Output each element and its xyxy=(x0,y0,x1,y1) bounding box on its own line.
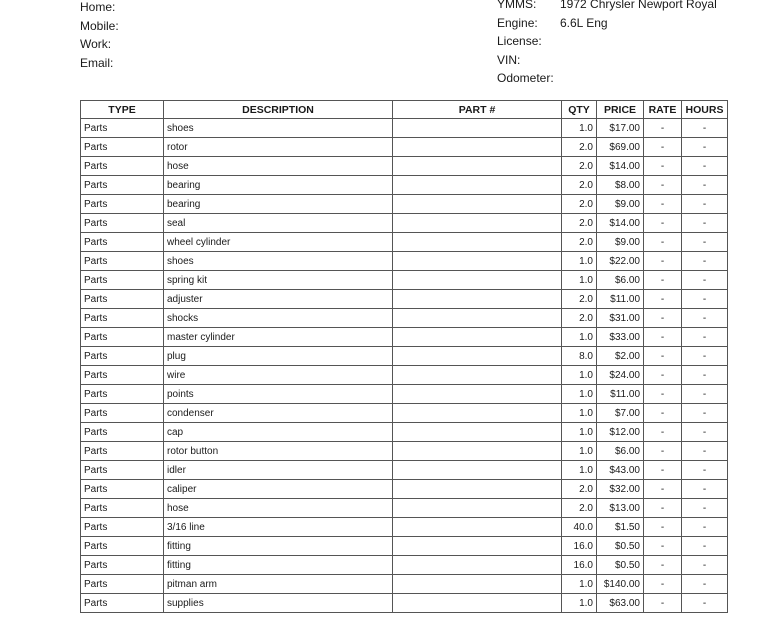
rate-cell: - xyxy=(644,328,682,347)
hours-cell: - xyxy=(682,138,728,157)
table-row xyxy=(81,556,728,575)
price-cell: $0.50 xyxy=(597,556,644,575)
type-cell: Parts xyxy=(81,385,164,404)
description-cell: spring kit xyxy=(164,271,393,290)
rate-cell: - xyxy=(644,347,682,366)
rate-cell: - xyxy=(644,385,682,404)
description-cell: adjuster xyxy=(164,290,393,309)
work-label: Work: xyxy=(80,37,112,51)
customer-contact-block xyxy=(80,0,119,72)
table-row xyxy=(81,252,728,271)
hours-cell: - xyxy=(682,461,728,480)
type-cell: Parts xyxy=(81,214,164,233)
type-cell: Parts xyxy=(81,366,164,385)
qty-header: QTY xyxy=(562,101,597,119)
rate-cell: - xyxy=(644,157,682,176)
rate-cell: - xyxy=(644,309,682,328)
table-row xyxy=(81,537,728,556)
description-cell: shoes xyxy=(164,119,393,138)
price-cell: $32.00 xyxy=(597,480,644,499)
part-number-cell xyxy=(393,385,562,404)
hours-cell: - xyxy=(682,518,728,537)
type-cell: Parts xyxy=(81,195,164,214)
rate-cell: - xyxy=(644,404,682,423)
part-number-cell xyxy=(393,157,562,176)
price-cell: $17.00 xyxy=(597,119,644,138)
hours-cell: - xyxy=(682,328,728,347)
table-row xyxy=(81,309,728,328)
rate-cell: - xyxy=(644,556,682,575)
part-number-cell xyxy=(393,594,562,613)
table-row xyxy=(81,328,728,347)
rate-cell: - xyxy=(644,518,682,537)
part-number-cell xyxy=(393,404,562,423)
type-cell: Parts xyxy=(81,119,164,138)
price-cell: $6.00 xyxy=(597,442,644,461)
description-cell: caliper xyxy=(164,480,393,499)
table-row xyxy=(81,195,728,214)
description-cell: plug xyxy=(164,347,393,366)
table-header-row xyxy=(81,101,728,119)
qty-cell: 1.0 xyxy=(562,575,597,594)
description-cell: hose xyxy=(164,499,393,518)
hours-cell: - xyxy=(682,404,728,423)
type-cell: Parts xyxy=(81,442,164,461)
price-cell: $9.00 xyxy=(597,233,644,252)
price-cell: $31.00 xyxy=(597,309,644,328)
table-row xyxy=(81,404,728,423)
qty-cell: 1.0 xyxy=(562,404,597,423)
rate-cell: - xyxy=(644,423,682,442)
hours-cell: - xyxy=(682,423,728,442)
part-number-cell xyxy=(393,195,562,214)
part-number-cell xyxy=(393,366,562,385)
table-row xyxy=(81,594,728,613)
rate-cell: - xyxy=(644,290,682,309)
rate-cell: - xyxy=(644,480,682,499)
hours-cell: - xyxy=(682,499,728,518)
type-cell: Parts xyxy=(81,252,164,271)
hours-cell: - xyxy=(682,537,728,556)
engine-row xyxy=(497,14,717,33)
table-row xyxy=(81,290,728,309)
engine-value: 6.6L Eng xyxy=(560,15,608,30)
part-number-cell xyxy=(393,176,562,195)
qty-cell: 2.0 xyxy=(562,214,597,233)
price-cell: $63.00 xyxy=(597,594,644,613)
rate-cell: - xyxy=(644,461,682,480)
type-cell: Parts xyxy=(81,537,164,556)
price-cell: $22.00 xyxy=(597,252,644,271)
vin-label: VIN: xyxy=(497,52,521,67)
part-number-cell xyxy=(393,537,562,556)
price-cell: $13.00 xyxy=(597,499,644,518)
rate-cell: - xyxy=(644,252,682,271)
price-cell: $0.50 xyxy=(597,537,644,556)
table-row xyxy=(81,499,728,518)
hours-cell: - xyxy=(682,442,728,461)
hours-cell: - xyxy=(682,480,728,499)
qty-cell: 2.0 xyxy=(562,290,597,309)
part-number-cell xyxy=(393,119,562,138)
description-cell: bearing xyxy=(164,176,393,195)
description-cell: hose xyxy=(164,157,393,176)
qty-cell: 2.0 xyxy=(562,480,597,499)
hours-cell: - xyxy=(682,290,728,309)
rate-cell: - xyxy=(644,195,682,214)
qty-cell: 1.0 xyxy=(562,119,597,138)
description-cell: rotor xyxy=(164,138,393,157)
description-cell: rotor button xyxy=(164,442,393,461)
rate-cell: - xyxy=(644,138,682,157)
price-cell: $11.00 xyxy=(597,385,644,404)
table-row xyxy=(81,176,728,195)
type-cell: Parts xyxy=(81,347,164,366)
part-number-cell xyxy=(393,442,562,461)
qty-cell: 1.0 xyxy=(562,366,597,385)
price-header: PRICE xyxy=(597,101,644,119)
qty-cell: 2.0 xyxy=(562,499,597,518)
description-header: DESCRIPTION xyxy=(164,101,393,119)
price-cell: $33.00 xyxy=(597,328,644,347)
hours-cell: - xyxy=(682,176,728,195)
qty-cell: 1.0 xyxy=(562,461,597,480)
hours-cell: - xyxy=(682,366,728,385)
qty-cell: 2.0 xyxy=(562,157,597,176)
description-cell: bearing xyxy=(164,195,393,214)
table-row xyxy=(81,271,728,290)
type-cell: Parts xyxy=(81,518,164,537)
qty-cell: 16.0 xyxy=(562,537,597,556)
part-number-cell xyxy=(393,252,562,271)
table-row xyxy=(81,138,728,157)
description-cell: master cylinder xyxy=(164,328,393,347)
description-cell: 3/16 line xyxy=(164,518,393,537)
description-cell: fitting xyxy=(164,556,393,575)
price-cell: $14.00 xyxy=(597,214,644,233)
table-row xyxy=(81,480,728,499)
table-row xyxy=(81,214,728,233)
type-cell: Parts xyxy=(81,556,164,575)
rate-cell: - xyxy=(644,271,682,290)
description-cell: wire xyxy=(164,366,393,385)
hours-cell: - xyxy=(682,119,728,138)
type-cell: Parts xyxy=(81,138,164,157)
qty-cell: 2.0 xyxy=(562,195,597,214)
qty-cell: 2.0 xyxy=(562,138,597,157)
price-cell: $2.00 xyxy=(597,347,644,366)
description-cell: shocks xyxy=(164,309,393,328)
rate-cell: - xyxy=(644,233,682,252)
hours-cell: - xyxy=(682,214,728,233)
description-cell: points xyxy=(164,385,393,404)
qty-cell: 16.0 xyxy=(562,556,597,575)
engine-label: Engine: xyxy=(497,15,538,30)
price-cell: $11.00 xyxy=(597,290,644,309)
price-cell: $1.50 xyxy=(597,518,644,537)
qty-cell: 1.0 xyxy=(562,271,597,290)
part-number-cell xyxy=(393,233,562,252)
price-cell: $140.00 xyxy=(597,575,644,594)
rate-cell: - xyxy=(644,575,682,594)
ymms-value: 1972 Chrysler Newport Royal xyxy=(560,0,717,11)
price-cell: $7.00 xyxy=(597,404,644,423)
part-number-cell xyxy=(393,556,562,575)
part-number-cell xyxy=(393,499,562,518)
type-cell: Parts xyxy=(81,290,164,309)
price-cell: $43.00 xyxy=(597,461,644,480)
hours-cell: - xyxy=(682,347,728,366)
part-number-cell xyxy=(393,138,562,157)
price-cell: $6.00 xyxy=(597,271,644,290)
qty-cell: 1.0 xyxy=(562,328,597,347)
hours-cell: - xyxy=(682,271,728,290)
table-row xyxy=(81,366,728,385)
description-cell: fitting xyxy=(164,537,393,556)
table-row xyxy=(81,518,728,537)
table-row xyxy=(81,233,728,252)
part-number-cell xyxy=(393,347,562,366)
price-cell: $69.00 xyxy=(597,138,644,157)
hours-cell: - xyxy=(682,252,728,271)
part-number-cell xyxy=(393,271,562,290)
qty-cell: 1.0 xyxy=(562,252,597,271)
email-label: Email: xyxy=(80,55,114,70)
type-cell: Parts xyxy=(81,480,164,499)
table-row xyxy=(81,442,728,461)
description-cell: cap xyxy=(164,423,393,442)
type-cell: Parts xyxy=(81,328,164,347)
line-items-body xyxy=(81,119,728,613)
rate-cell: - xyxy=(644,214,682,233)
license-label: License: xyxy=(497,34,542,48)
part-number-cell xyxy=(393,309,562,328)
mobile-label: Mobile: xyxy=(80,18,119,33)
type-cell: Parts xyxy=(81,309,164,328)
type-cell: Parts xyxy=(81,233,164,252)
odometer-label: Odometer: xyxy=(497,71,554,85)
type-cell: Parts xyxy=(81,404,164,423)
type-cell: Parts xyxy=(81,271,164,290)
hours-cell: - xyxy=(682,575,728,594)
description-cell: supplies xyxy=(164,594,393,613)
part-number-cell xyxy=(393,575,562,594)
home-label: Home: xyxy=(80,0,116,14)
hours-header: HOURS xyxy=(682,101,728,119)
hours-cell: - xyxy=(682,594,728,613)
description-cell: pitman arm xyxy=(164,575,393,594)
type-cell: Parts xyxy=(81,176,164,195)
table-row xyxy=(81,575,728,594)
part-number-cell xyxy=(393,423,562,442)
part-number-cell xyxy=(393,480,562,499)
rate-cell: - xyxy=(644,176,682,195)
qty-cell: 1.0 xyxy=(562,423,597,442)
line-items-table xyxy=(80,100,728,613)
rate-cell: - xyxy=(644,366,682,385)
qty-cell: 2.0 xyxy=(562,233,597,252)
rate-cell: - xyxy=(644,537,682,556)
table-row xyxy=(81,347,728,366)
part-number-cell xyxy=(393,328,562,347)
price-cell: $14.00 xyxy=(597,157,644,176)
type-cell: Parts xyxy=(81,461,164,480)
price-cell: $9.00 xyxy=(597,195,644,214)
description-cell: seal xyxy=(164,214,393,233)
table-row xyxy=(81,461,728,480)
vehicle-info-block xyxy=(497,0,717,88)
type-cell: Parts xyxy=(81,423,164,442)
rate-cell: - xyxy=(644,594,682,613)
license-row xyxy=(497,32,717,51)
rate-cell: - xyxy=(644,119,682,138)
hours-cell: - xyxy=(682,195,728,214)
vin-row xyxy=(497,51,717,70)
ymms-label: YMMS: xyxy=(497,0,537,11)
qty-cell: 2.0 xyxy=(562,309,597,328)
hours-cell: - xyxy=(682,309,728,328)
part-number-cell xyxy=(393,214,562,233)
type-cell: Parts xyxy=(81,594,164,613)
description-cell: shoes xyxy=(164,252,393,271)
description-cell: idler xyxy=(164,461,393,480)
qty-cell: 2.0 xyxy=(562,176,597,195)
part-number-cell xyxy=(393,290,562,309)
part-number-header: PART # xyxy=(393,101,562,119)
qty-cell: 1.0 xyxy=(562,442,597,461)
part-number-cell xyxy=(393,518,562,537)
hours-cell: - xyxy=(682,385,728,404)
hours-cell: - xyxy=(682,556,728,575)
hours-cell: - xyxy=(682,157,728,176)
table-row xyxy=(81,119,728,138)
table-row xyxy=(81,157,728,176)
hours-cell: - xyxy=(682,233,728,252)
rate-header: RATE xyxy=(644,101,682,119)
ymms-row xyxy=(497,0,717,14)
description-cell: condenser xyxy=(164,404,393,423)
qty-cell: 1.0 xyxy=(562,594,597,613)
price-cell: $8.00 xyxy=(597,176,644,195)
qty-cell: 1.0 xyxy=(562,385,597,404)
type-cell: Parts xyxy=(81,499,164,518)
type-cell: Parts xyxy=(81,157,164,176)
qty-cell: 8.0 xyxy=(562,347,597,366)
table-row xyxy=(81,423,728,442)
type-cell: Parts xyxy=(81,575,164,594)
rate-cell: - xyxy=(644,442,682,461)
table-row xyxy=(81,385,728,404)
price-cell: $12.00 xyxy=(597,423,644,442)
rate-cell: - xyxy=(644,499,682,518)
qty-cell: 40.0 xyxy=(562,518,597,537)
type-header: TYPE xyxy=(81,101,164,119)
odometer-row xyxy=(497,69,717,88)
part-number-cell xyxy=(393,461,562,480)
description-cell: wheel cylinder xyxy=(164,233,393,252)
price-cell: $24.00 xyxy=(597,366,644,385)
